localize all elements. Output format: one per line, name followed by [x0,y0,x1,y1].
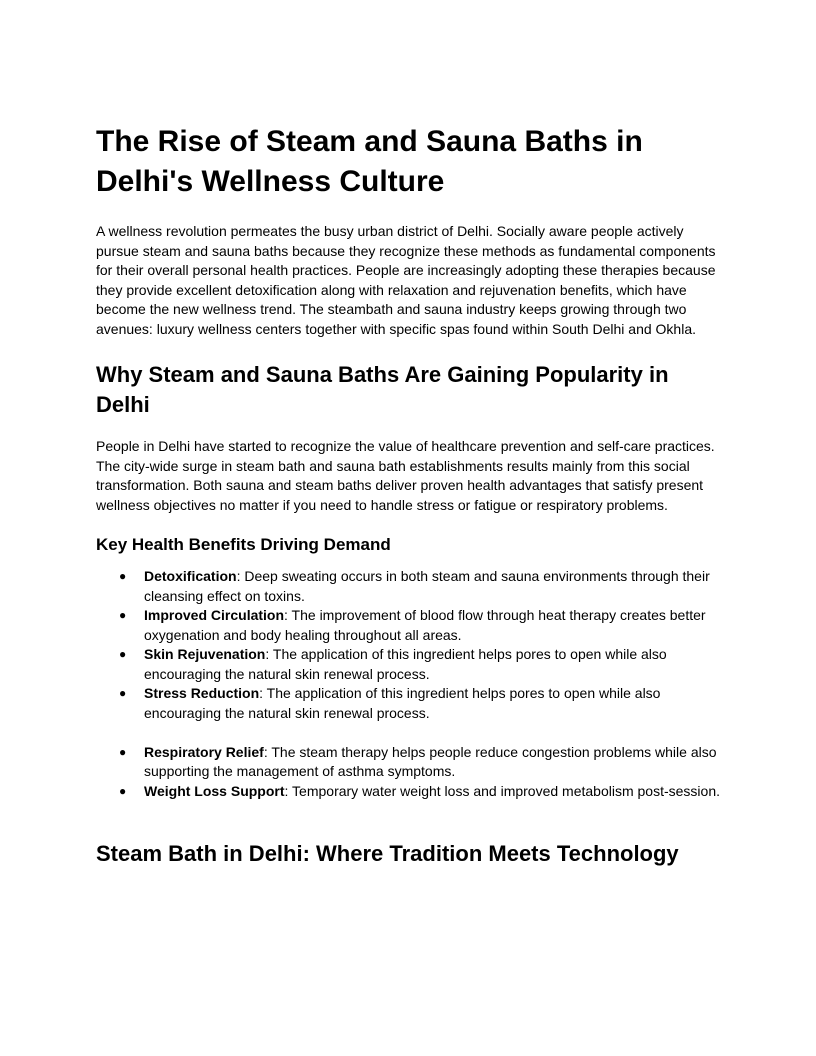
benefit-text: : Temporary water weight loss and improved metabolism post-session. [284,782,720,799]
list-item [96,684,724,723]
benefit-term: Stress Reduction [144,685,260,701]
benefit-text: : The steam therapy helps people reduce congestion problems while also supporting the management of asthma symptoms. [144,743,717,779]
document-page [96,122,724,869]
benefit-text: : The application of this ingredient helps pores to open while also encouraging the natural skin renewal process. [144,646,667,682]
bullet-icon: ● [119,686,127,700]
list-item [96,743,724,782]
benefit-term: Respiratory Relief [144,743,264,760]
benefit-term: Detoxification [144,568,237,584]
section-heading-steam-bath: Steam Bath in Delhi: Where Tradition Meets Technology [96,841,679,866]
document-title: The Rise of Steam and Sauna Baths in Delhi's Wellness Culture [96,125,643,198]
bullet-icon: ● [119,744,127,759]
bullet-icon: ● [119,783,127,798]
popularity-paragraph: People in Delhi have started to recognize the value of healthcare prevention and self-care practices. The city-wide surge in steam bath and sauna bath establishments results mainly from this social transformation. Both sauna and steam baths deliver proven health advantages that satisfy present wellness objectives no matter if you need to handle stress or fatigue or respiratory problems. [96,438,715,513]
list-item [96,567,724,606]
bullet-icon: ● [119,569,127,583]
list-item [96,606,724,645]
bullet-icon: ● [119,608,127,622]
section-heading-popularity: Why Steam and Sauna Baths Are Gaining Popularity in Delhi [96,362,669,417]
benefit-term: Weight Loss Support [144,782,285,799]
benefit-term: Skin Rejuvenation [144,646,266,662]
benefit-text: : The application of this ingredient helps pores to open while also encouraging the natural skin renewal process. [144,685,661,721]
intro-paragraph: A wellness revolution permeates the busy urban district of Delhi. Socially aware people actively pursue steam and sauna baths because they recognize these methods as fundamental components for their overall personal health practices. People are increasingly adopting these therapies because they provide excellent detoxification along with relaxation and rejuvenation benefits, which have become the new wellness trend. The steambath and sauna industry keeps growing through two avenues: luxury wellness centers together with specific spas found within South Delhi and Okhla. [96,223,716,337]
list-item [96,782,724,802]
subheading-health-benefits: Key Health Benefits Driving Demand [96,535,391,554]
bullet-icon: ● [119,647,127,661]
benefit-text: : The improvement of blood flow through heat therapy creates better oxygenation and body healing throughout all areas. [144,607,706,643]
benefit-text: : Deep sweating occurs in both steam and sauna environments through their cleansing effect on toxins. [144,568,710,604]
benefit-term: Improved Circulation [144,607,285,623]
list-item [96,645,724,684]
benefits-list [96,567,724,801]
